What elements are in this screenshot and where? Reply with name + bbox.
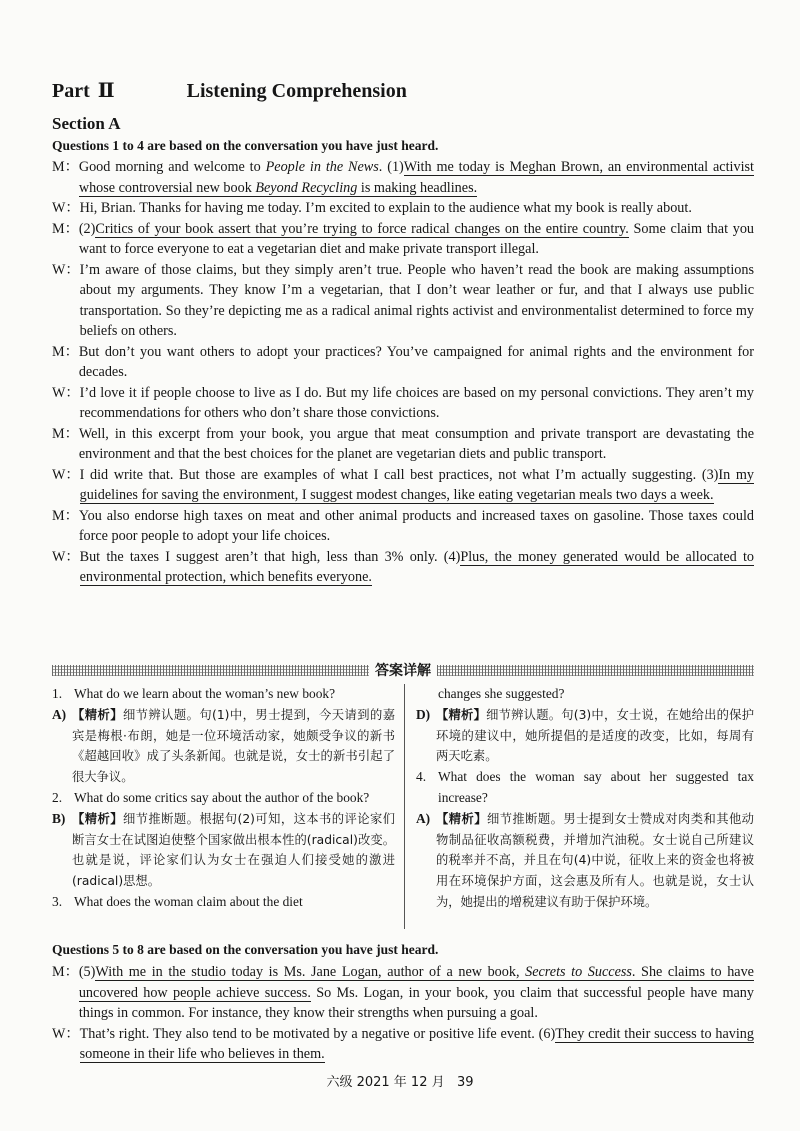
dialogue-turn <box>52 424 754 465</box>
page-number: 39 <box>457 1075 474 1090</box>
column-divider <box>404 684 405 929</box>
part-title: Listening Comprehension <box>186 80 407 102</box>
answer-explanation-banner <box>52 661 754 679</box>
answer-column-left <box>52 684 395 913</box>
question-item <box>52 684 395 705</box>
dialogue-turn <box>52 260 754 342</box>
explanation-text <box>436 809 754 913</box>
question-text: changes she suggested? <box>438 686 565 701</box>
explanation-body: 细节推断题。男士提到女士赞成对肉类和其他动物制品征收高额税费，并增加汽油税。女士说自己所建议的税率并不高，并且在句(4)中说，征收上来的资金也将被用在环境保护方面，这会惠及所有人。也就是说，女士认为，她提出的增税建议有助于保护环境。 <box>436 811 754 909</box>
turn-text <box>80 383 754 424</box>
speaker-label: M ： <box>52 157 79 198</box>
explanation-body: 细节辨认题。句(3)中，女士说，在她给出的保护环境的建议中，她所提倡的是适度的改变，比如，每周有两天吃素。 <box>436 707 754 764</box>
analysis-tag: 【精析】 <box>72 811 123 826</box>
answer-column-right <box>416 684 754 913</box>
answer-explanation-title: 答案详解 <box>375 663 431 679</box>
turn-text <box>80 1024 754 1065</box>
explanation-body: 细节推断题。根据句(2)可知，这本书的评论家们断言女士在试图迫使整个国家做出根本性的(radical)改变。也就是说，评论家们认为女士在强迫人们接受她的激进(radical)思想。 <box>72 811 395 889</box>
answer-explanation <box>416 809 754 913</box>
text-segment: You also endorse high taxes on meat and other animal products and increased taxes on gasoline. Those taxes could force poor people to adopt your life choices. <box>78 507 754 544</box>
underlined-key-sentence: . She claims to have uncovered how people achieve success. <box>78 964 754 1001</box>
underlined-key-sentence: With me today is Meghan Brown, an environmental activist whose controversial new book <box>78 159 754 196</box>
answer-explanation <box>52 705 395 788</box>
answer-key: A) <box>416 810 431 826</box>
banner-stripe-left <box>52 665 369 676</box>
underlined-key-sentence: With me in the studio today is Ms. Jane Logan, author of a new book, <box>95 964 526 980</box>
speaker-label: W ： <box>52 1024 80 1065</box>
text-segment: I did write that. But those are examples of what I call best practices, not what I’m actually suggesting. (3) <box>79 466 719 483</box>
dialogue-turn <box>52 342 754 383</box>
question-number: 2. <box>52 789 63 805</box>
turn-text <box>79 506 754 547</box>
underlined-key-sentence: Plus, the money generated would be allocated to environmental protection, which benefits everyone. <box>79 548 754 585</box>
text-segment: I’d love it if people choose to live as I do. But my life choices are based on my personal convictions. They aren’t my recommendations for others who don’t share those convictions. <box>79 384 754 421</box>
dialogue-turn <box>52 157 754 198</box>
text-segment: But the taxes I suggest aren’t that high, less than 3% only. (4) <box>79 548 461 565</box>
turn-text <box>80 198 754 219</box>
speaker-label: W ： <box>52 383 80 424</box>
explanation-body: 细节辨认题。句(1)中，男士提到，今天请到的嘉宾是梅根·布朗，她是一位环境活动家，她颇受争议的新书《超越回收》成了头条新闻。也就是说，女士的新书引起了很大争议。 <box>72 707 395 785</box>
conversation-2-intro: Questions 5 to 8 are based on the conversation you have just heard. <box>52 942 439 957</box>
speaker-label: M ： <box>52 424 79 465</box>
turn-text <box>79 157 754 198</box>
turn-text <box>79 424 754 465</box>
turn-text <box>79 342 754 383</box>
text-segment: Good morning and welcome to <box>78 159 266 175</box>
speaker-label: W ： <box>52 465 80 506</box>
question-number <box>416 684 438 705</box>
text-segment: But don’t you want others to adopt your practices? You’ve campaigned for animal rights and the environment for decades. <box>78 343 754 380</box>
text-segment: Hi, Brian. Thanks for having me today. I’m excited to explain to the audience what my book is really about. <box>79 200 692 216</box>
dialogue-turn <box>52 219 754 260</box>
turn-text <box>79 962 754 1024</box>
speaker-label: W ： <box>52 198 80 219</box>
text-segment: That’s right. They also tend to be motivated by a negative or positive life event. (6) <box>79 1025 556 1042</box>
part-heading <box>52 78 407 103</box>
text-segment: I’m aware of those claims, but they simply aren’t true. People who haven’t read the book are making assumptions about my arguments. They know I’m a vegetarian, that I don’t wear leather or fur, and that I always use public transportation. So they’re depicting me as a radical animal rights activist and environmentalist determined to force my beliefs on others. <box>79 261 754 339</box>
question-text: What does the woman say about her suggested tax increase? <box>438 769 754 805</box>
text-segment: Some claim that you want to force everyone to eat a vegetarian diet and make private transport illegal. <box>78 220 755 257</box>
analysis-tag: 【精析】 <box>436 707 487 722</box>
footer-exam-label: 六级 2021 年 12 月 <box>326 1075 445 1090</box>
question-item <box>52 892 395 913</box>
explanation-text <box>72 705 395 788</box>
answer-explanation <box>416 705 754 767</box>
speaker-label: M ： <box>52 342 79 383</box>
underlined-key-sentence: In my guidelines for saving the environment, I suggest modest changes, like eating vegetarian meals two days a week. <box>79 466 754 503</box>
question-number: 3. <box>52 893 63 909</box>
turn-text <box>80 547 754 588</box>
turn-text <box>80 260 754 342</box>
dialogue-turn <box>52 198 754 219</box>
question-item <box>416 684 754 705</box>
underlined-key-sentence: is making headlines. <box>357 179 478 196</box>
speaker-label: M ： <box>52 506 79 547</box>
question-item <box>416 767 754 809</box>
question-number: 1. <box>52 686 63 701</box>
answer-key: D) <box>416 706 431 722</box>
analysis-tag: 【精析】 <box>436 811 487 826</box>
underlined-key-sentence: They credit their success to having someone in their life who believes in them. <box>79 1025 754 1062</box>
conversation-1-intro: Questions 1 to 4 are based on the conversation you have just heard. <box>52 138 439 153</box>
conversation-1-transcript <box>52 157 754 588</box>
question-item <box>52 788 395 809</box>
underlined-key-sentence: Secrets to Success <box>525 964 632 980</box>
speaker-label: M ： <box>52 219 79 260</box>
underlined-key-sentence: Critics of your book assert that you’re trying to force radical changes on the entire country. <box>95 220 629 237</box>
speaker-label: W ： <box>52 260 80 342</box>
page-footer <box>0 1071 800 1090</box>
dialogue-turn <box>52 506 754 547</box>
part-label: Part <box>52 80 90 102</box>
dialogue-turn <box>52 962 754 1024</box>
speaker-label: W ： <box>52 547 80 588</box>
answer-key: A) <box>52 706 67 722</box>
question-text: What do we learn about the woman’s new book? <box>74 686 336 701</box>
dialogue-turn <box>52 383 754 424</box>
explanation-text <box>72 809 395 892</box>
turn-text <box>79 219 754 260</box>
turn-text <box>80 465 754 506</box>
dialogue-turn <box>52 1024 754 1065</box>
text-segment: . (1) <box>378 159 404 175</box>
underlined-key-sentence: Beyond Recycling <box>255 179 358 196</box>
part-number: Ⅱ <box>97 80 115 102</box>
conversation-2-transcript <box>52 962 754 1065</box>
analysis-tag: 【精析】 <box>72 707 123 722</box>
banner-stripe-right <box>437 665 754 676</box>
text-segment: People in the News <box>265 159 379 175</box>
section-heading: Section A <box>52 114 121 133</box>
answer-key: B) <box>52 810 66 826</box>
text-segment: So Ms. Logan, in your book, you claim that successful people have many things in common. For instance, they know their strengths when pursuing a goal. <box>78 984 754 1021</box>
speaker-label: M ： <box>52 962 79 1024</box>
answer-explanation <box>52 809 395 892</box>
dialogue-turn <box>52 547 754 588</box>
text-segment: Well, in this excerpt from your book, you argue that meat consumption and private transport are devastating the environment and that the best choices for the planet are vegetarian diets and public transport. <box>78 425 754 462</box>
text-segment: (2) <box>78 220 96 237</box>
dialogue-turn <box>52 465 754 506</box>
question-text: What does the woman claim about the diet <box>74 893 303 909</box>
question-number: 4. <box>416 769 427 785</box>
text-segment: (5) <box>78 964 96 980</box>
question-text: What do some critics say about the author of the book? <box>74 789 370 805</box>
explanation-text <box>436 705 754 767</box>
